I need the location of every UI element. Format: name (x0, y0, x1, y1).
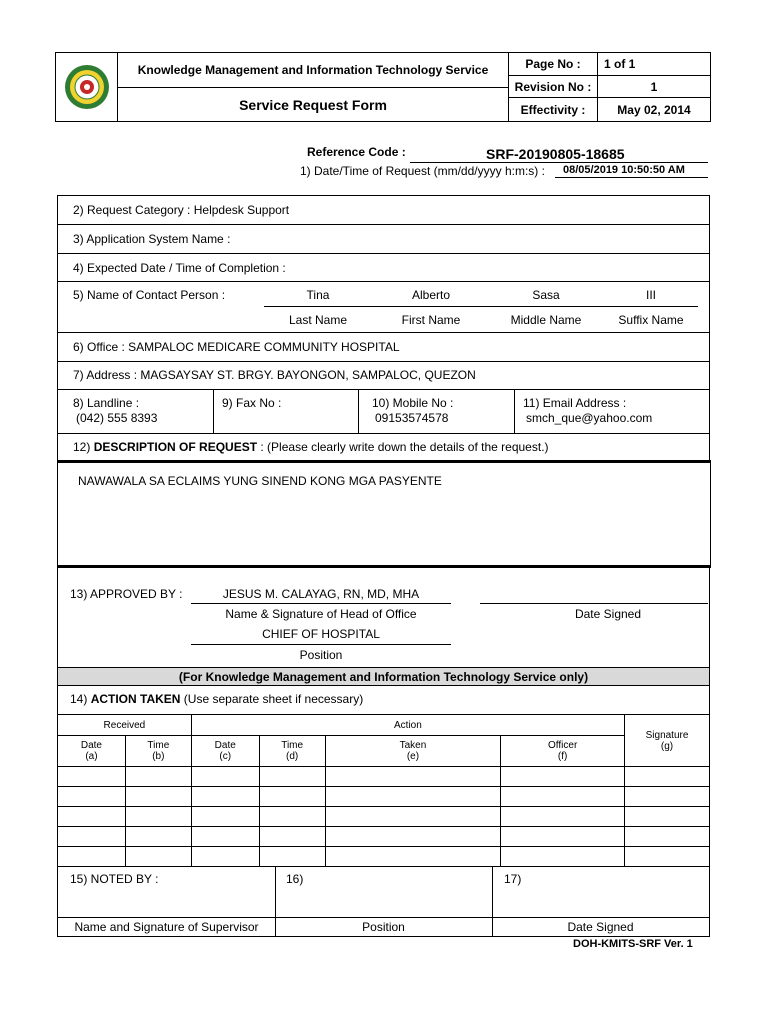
signature-sub: (g) (660, 740, 674, 752)
table-cell[interactable] (325, 787, 501, 807)
org-title-cell (117, 52, 509, 88)
table-row (58, 847, 710, 867)
date-signed-caption: Date Signed (567, 920, 634, 934)
table-row (58, 767, 710, 787)
table-cell[interactable] (259, 787, 325, 807)
table-cell[interactable] (191, 827, 259, 847)
col-label: Taken (399, 740, 427, 751)
col-sub: (a) (85, 751, 98, 762)
org-title: Knowledge Management and Information Technology Service (137, 63, 489, 77)
table-cell[interactable] (58, 807, 126, 827)
field-16-label: 16) (286, 872, 304, 886)
expected-date-row (57, 253, 710, 281)
field-17-label: 17) (504, 872, 522, 886)
table-cell[interactable] (501, 787, 625, 807)
contact-suffix: III (645, 288, 656, 302)
col-header (58, 736, 126, 767)
mobile-label: 10) Mobile No : (372, 396, 454, 410)
received-header: Received (58, 715, 192, 736)
page-no-value-cell (597, 52, 711, 76)
col-sub: (e) (406, 751, 420, 762)
divider (514, 390, 515, 433)
table-cell[interactable] (259, 767, 325, 787)
reference-code-value: SRF-20190805-18685 (486, 146, 625, 162)
contact-numbers-row (57, 389, 710, 433)
table-cell[interactable] (501, 847, 625, 867)
signature-label: Signature (645, 729, 689, 741)
logo-cell (55, 52, 118, 122)
table-cell[interactable] (625, 847, 710, 867)
table-cell[interactable] (501, 807, 625, 827)
table-cell[interactable] (58, 767, 126, 787)
approver-name: JESUS M. CALAYAG, RN, MD, MHA (222, 587, 420, 601)
approver-underline (191, 603, 451, 604)
col-header (501, 736, 625, 767)
col-header (259, 736, 325, 767)
action-header: Action (191, 715, 624, 736)
approval-section (57, 568, 710, 667)
divider (58, 917, 709, 918)
revision-label: Revision No : (514, 79, 592, 94)
table-cell[interactable] (125, 807, 191, 827)
contact-first-name: Alberto (411, 288, 451, 302)
table-group-header-row (58, 715, 710, 736)
datetime-underline (555, 177, 708, 178)
form-version-code: DOH-KMITS-SRF Ver. 1 (573, 938, 693, 950)
form-title: Service Request Form (239, 96, 387, 113)
effectivity-label: Effectivity : (520, 102, 586, 117)
table-cell[interactable] (259, 807, 325, 827)
landline-label: 8) Landline : (73, 396, 140, 410)
form-title-cell (117, 87, 509, 122)
col-header (325, 736, 501, 767)
landline-value: (042) 555 8393 (76, 411, 158, 425)
revision-value: 1 (650, 79, 658, 94)
table-cell[interactable] (58, 787, 126, 807)
table-cell[interactable] (125, 767, 191, 787)
col-label: Date (214, 740, 236, 751)
col-label: Time (147, 740, 170, 751)
suffix-name-caption: Suffix Name (618, 313, 684, 327)
table-cell[interactable] (191, 787, 259, 807)
position-caption: Position (299, 648, 343, 662)
divider (213, 390, 214, 433)
table-cell[interactable] (325, 767, 501, 787)
table-cell[interactable] (58, 847, 126, 867)
effectivity-label-cell (508, 97, 598, 122)
col-label: Officer (548, 740, 578, 751)
col-sub: (b) (152, 751, 165, 762)
office: 6) Office : SAMPALOC MEDICARE COMMUNITY HOSPITAL (73, 340, 400, 354)
kmits-only-text: (For Knowledge Management and Information Technology Service only) (178, 669, 589, 684)
divider (358, 390, 359, 433)
col-label: Date (80, 740, 102, 751)
table-cell[interactable] (259, 847, 325, 867)
action-taken-label (70, 692, 363, 706)
supervisor-caption: Name and Signature of Supervisor (74, 920, 259, 934)
table-cell[interactable] (625, 827, 710, 847)
description-header-row (57, 433, 710, 460)
table-cell[interactable] (191, 807, 259, 827)
revision-label-cell (508, 75, 598, 98)
request-datetime-label: 1) Date/Time of Request (mm/dd/yyyy h:m:s) : (300, 164, 545, 178)
table-cell[interactable] (58, 827, 126, 847)
address-row (57, 361, 710, 389)
email-value: smch_que@yahoo.com (526, 411, 653, 425)
last-name-caption: Last Name (288, 313, 348, 327)
contact-middle-name: Sasa (532, 288, 560, 302)
description-bold: DESCRIPTION OF REQUEST (93, 440, 258, 454)
approver-position: CHIEF OF HOSPITAL (262, 627, 380, 641)
table-cell[interactable] (625, 787, 710, 807)
col-header (191, 736, 259, 767)
description-label (73, 440, 549, 454)
email-label: 11) Email Address : (523, 396, 627, 410)
col-header (125, 736, 191, 767)
col-label: Time (281, 740, 304, 751)
effectivity-value-cell (597, 97, 711, 122)
noted-by-section (57, 866, 710, 937)
doh-seal-icon (64, 64, 110, 110)
fax-label: 9) Fax No : (222, 396, 282, 410)
contact-person-label: 5) Name of Contact Person : (73, 288, 226, 302)
app-system-name: 3) Application System Name : (73, 232, 231, 246)
table-cell[interactable] (191, 847, 259, 867)
page-no-label: Page No : (525, 57, 581, 71)
table-row (58, 807, 710, 827)
position-underline (191, 644, 451, 645)
kmits-only-banner (57, 667, 710, 686)
mobile-value: 09153574578 (375, 411, 449, 425)
approved-by-label: 13) APPROVED BY : (70, 587, 183, 601)
table-cell[interactable] (625, 807, 710, 827)
col-sub: (c) (219, 751, 232, 762)
app-system-row (57, 224, 710, 253)
table-cell[interactable] (125, 827, 191, 847)
contact-last-name: Tina (306, 288, 330, 302)
table-cell[interactable] (125, 847, 191, 867)
table-cell[interactable] (501, 767, 625, 787)
reference-code-label: Reference Code : (307, 145, 406, 159)
description-box (57, 460, 711, 568)
contact-person-row (57, 281, 710, 332)
first-name-caption: First Name (401, 313, 461, 327)
signature-header (625, 715, 710, 767)
action-taken-header (57, 686, 710, 714)
expected-date: 4) Expected Date / Time of Completion : (73, 261, 286, 275)
table-cell[interactable] (625, 767, 710, 787)
table-row (58, 787, 710, 807)
table-cell[interactable] (325, 827, 501, 847)
table-row (58, 827, 710, 847)
effectivity-value: May 02, 2014 (617, 102, 691, 117)
noted-by-label: 15) NOTED BY : (70, 872, 159, 886)
table-cell[interactable] (501, 827, 625, 847)
table-cell[interactable] (259, 827, 325, 847)
page-no-label-cell (508, 52, 598, 76)
reference-code-underline (410, 162, 708, 163)
col-sub: (d) (286, 751, 299, 762)
request-category: 2) Request Category : Helpdesk Support (73, 203, 290, 217)
description-value: NAWAWALA SA ECLAIMS YUNG SINEND KONG MGA PASYENTE (78, 474, 442, 488)
action-bold: ACTION TAKEN (90, 692, 181, 706)
position-caption: Position (362, 920, 405, 934)
action-instructions: (Use separate sheet if necessary) (180, 692, 364, 706)
description-instructions: : (Please clearly write down the details of the request.) (257, 440, 549, 454)
office-row (57, 332, 710, 361)
action-taken-table (57, 714, 710, 867)
approver-caption: Name & Signature of Head of Office (225, 607, 417, 621)
contact-underline (264, 306, 698, 307)
middle-name-caption: Middle Name (510, 313, 582, 327)
table-cell[interactable] (325, 847, 501, 867)
date-signed-caption: Date Signed (574, 607, 642, 621)
table-cell[interactable] (325, 807, 501, 827)
table-cell[interactable] (125, 787, 191, 807)
request-datetime-value: 08/05/2019 10:50:50 AM (563, 164, 685, 176)
form-header (55, 52, 711, 122)
table-column-header-row (58, 736, 710, 767)
revision-value-cell (597, 75, 711, 98)
action-number: 14) (70, 692, 91, 706)
request-category-row (57, 195, 710, 224)
table-cell[interactable] (191, 767, 259, 787)
col-sub: (f) (557, 751, 568, 762)
address: 7) Address : MAGSAYSAY ST. BRGY. BAYONGON, SAMPALOC, QUEZON (73, 368, 476, 382)
date-signed-underline (480, 603, 708, 604)
description-number: 12) (73, 440, 94, 454)
page-no-value: 1 of 1 (604, 57, 636, 71)
